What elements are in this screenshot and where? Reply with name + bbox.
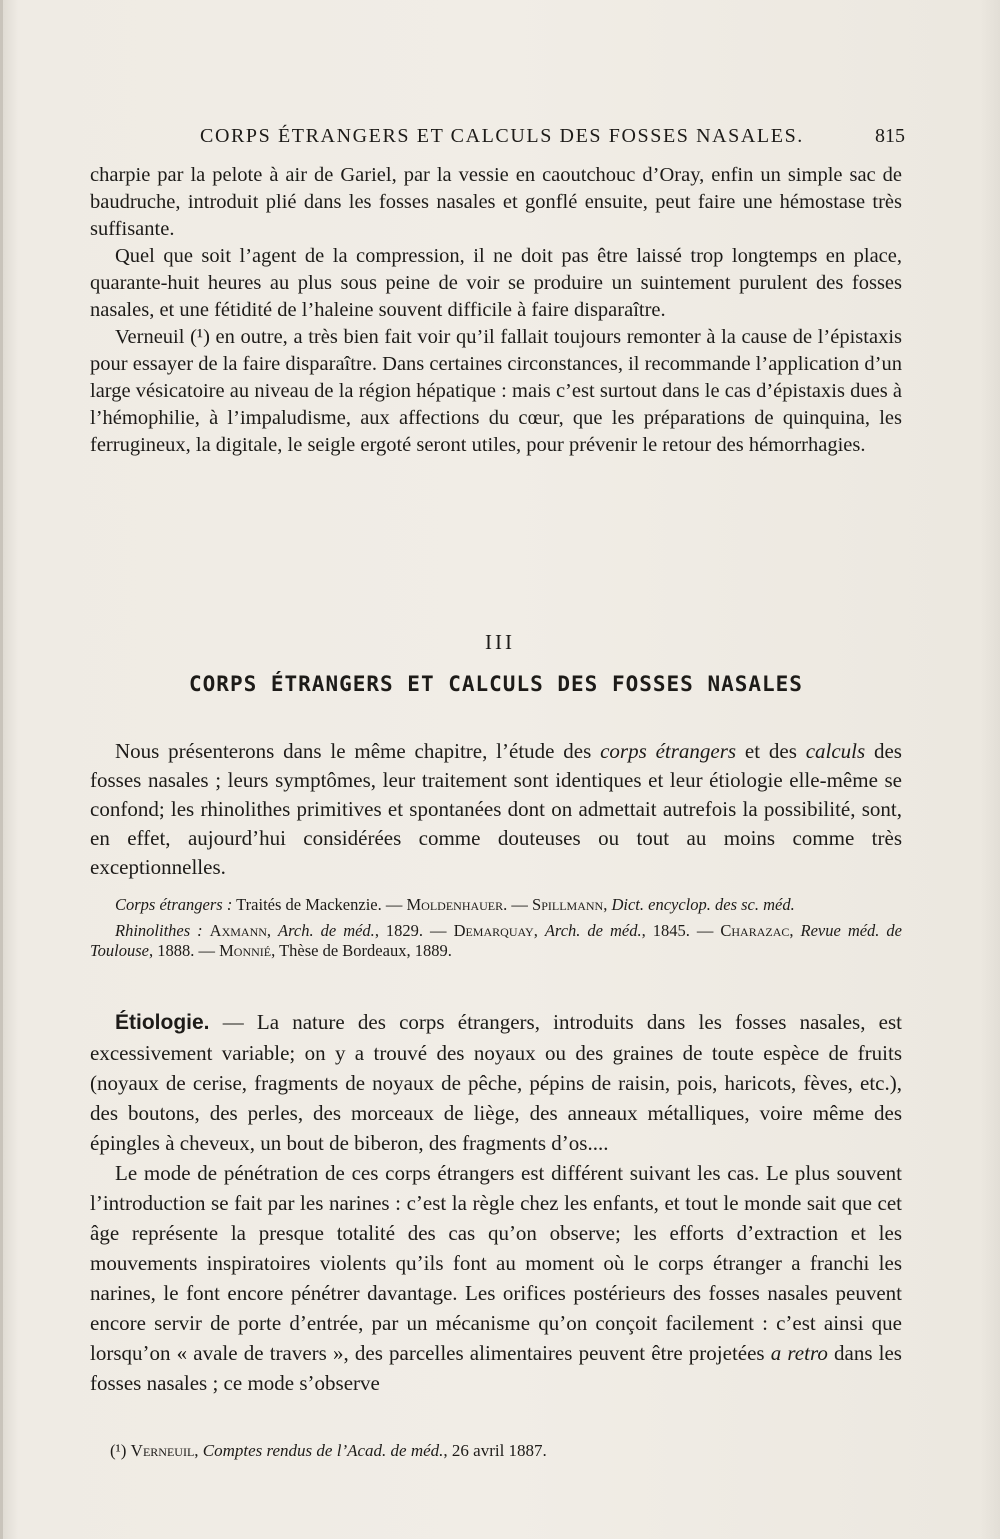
paragraph: Verneuil (¹) en outre, a très bien fait voir qu’il fallait toujours remonter à la cause de l’épistaxis pour essayer de la faire disparaître. Dans certaines circonstances, il recommande l’application d’un large vésicatoire au niveau de la région hépatique : mais c’est surtout dans le cas d’épistaxis dues à l’hémophilie, à l’impaludisme, aux affections du cœur, que les préparations de quinquina, les ferrugineux, la digitale, le seigle ergoté seront utiles, pour prévenir le retour des hémorrhagies. bbox=[90, 326, 902, 456]
etiology-heading: Étiologie. bbox=[115, 1011, 210, 1034]
section-title: CORPS ÉTRANGERS ET CALCULS DES FOSSES NASALES bbox=[189, 672, 803, 696]
etiology-section bbox=[90, 1007, 902, 1398]
footnote-reference: Comptes rendus de l’Acad. de méd. bbox=[202, 1441, 444, 1460]
bibliography-entry: Corps étrangers : Traités de Mackenzie. — Moldenhauer. — Spillmann, Dict. encyclop. des sc. méd. bbox=[115, 895, 795, 914]
page-header bbox=[90, 125, 905, 155]
page-edge-shadow bbox=[0, 0, 3, 1539]
paragraph: Quel que soit l’agent de la compression, il ne doit pas être laissé trop longtemps en place, quarante-huit heures au plus sous peine de voir se produire un suintement purulent des fosses nasales, et une fétidité de l’haleine souvent difficile à faire disparaître. bbox=[90, 245, 902, 321]
footnote-author: Verneuil bbox=[130, 1441, 195, 1460]
text-run: des fosses nasales ; leurs symptômes, leur traitement sont identiques et leur étiologie elle-même se confond; les rhinolithes primitives et spontanées dont on admettait autrefois la possibilité, sont, en effet, aujourd’hui considérées comme douteuses ou tout au moins comme très exceptionnelles. bbox=[90, 739, 902, 879]
text-run: Nous présenterons dans le même chapitre, l’étude des bbox=[115, 739, 601, 763]
text-run: et des bbox=[736, 739, 806, 763]
footnote: (¹) Verneuil, Comptes rendus de l’Acad. de méd., 26 avril 1887. bbox=[110, 1441, 547, 1460]
paragraph: Étiologie. — La nature des corps étrangers, introduits dans les fosses nasales, est excessivement variable; on y a trouvé des noyaux ou des graines de toute espèce de fruits (noyaux de cerise, fragments de noyaux de pêche, pépins de raisin, pois, haricots, fèves, etc.), des boutons, des perles, des morceaux de liège, des anneaux métalliques, voire même des épingles à cheveux, un bout de biberon, des fragments d’os.... bbox=[90, 1010, 902, 1155]
running-title: CORPS ÉTRANGERS ET CALCULS DES FOSSES NASALES. bbox=[200, 125, 804, 147]
italic-term: corps étrangers bbox=[600, 739, 737, 763]
page-number: 815 bbox=[875, 125, 905, 147]
paragraph: Le mode de pénétration de ces corps étrangers est différent suivant les cas. Le plus souvent l’introduction se fait par les narines : c’est la règle chez les enfants, et tout le monde sait que cet âge représente la presque totalité des cas qu’on observe; les efforts d’extraction et les mouvements inspiratoires violents qu’ils font au moment où le corps étranger a franchi les narines, le font encore pénétrer davantage. Les orifices postérieurs des fosses nasales peuvent encore servir de porte d’entrée, par un mécanisme qu’on conçoit facilement : c’est ainsi que lorsqu’on « avale de travers », des parcelles alimentaires peuvent être projetées a retro dans les fosses nasales ; ce mode s’observe bbox=[90, 1161, 902, 1395]
italic-term: calculs bbox=[805, 739, 866, 763]
bibliography-entry: Rhinolithes : Axmann, Arch. de méd., 1829. — Demarquay, Arch. de méd., 1845. — Charazac, Revue méd. de Toulouse, 1888. — Monnié, Thèse de Bordeaux, 1889. bbox=[90, 921, 903, 960]
footnote-marker: (¹) bbox=[110, 1441, 127, 1460]
section-numeral: III bbox=[485, 630, 515, 654]
section1-text bbox=[90, 162, 902, 459]
bibliography bbox=[90, 895, 902, 967]
paragraph: charpie par la pelote à air de Gariel, par la vessie en caoutchouc d’Oray, enfin un simple sac de baudruche, introduit plié dans les fosses nasales et gonflé ensuite, peut faire une hémostase très suffisante. bbox=[90, 164, 902, 240]
intro-paragraph bbox=[90, 737, 902, 882]
